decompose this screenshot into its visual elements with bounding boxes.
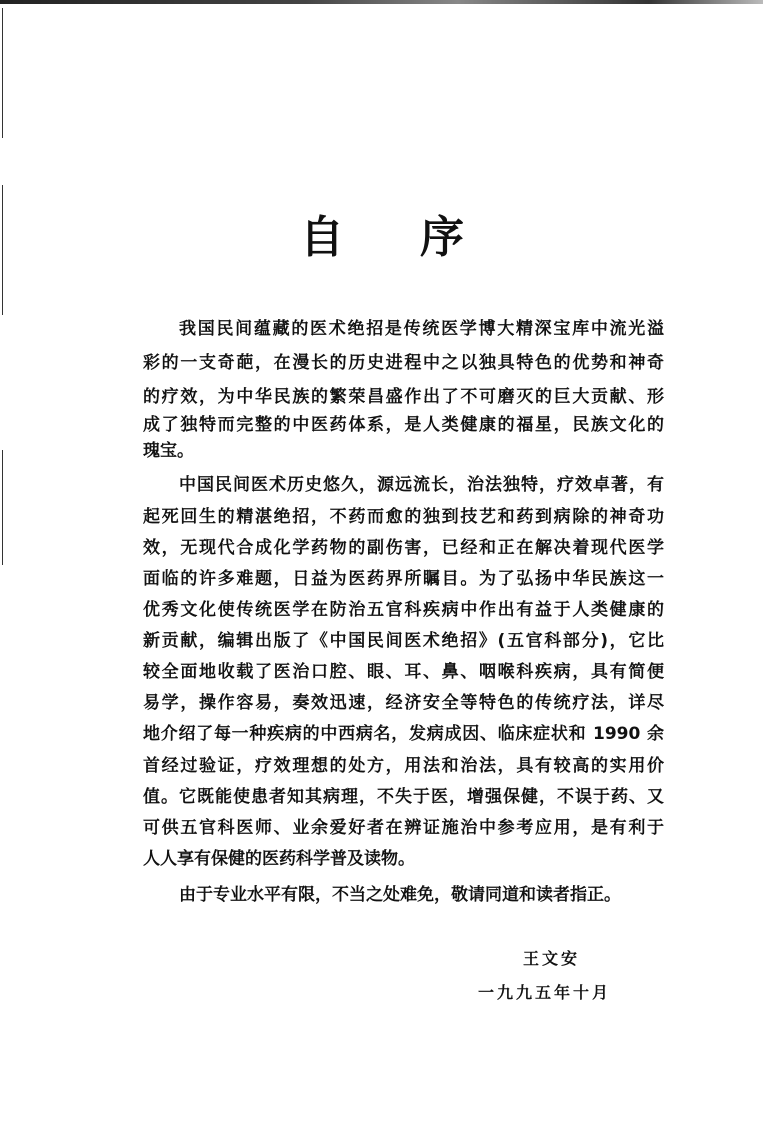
- text-line: 效，无现代合成化学药物的副伤害，已经和正在解决着现代医学: [143, 538, 664, 558]
- page-title-char-2: 序: [420, 212, 464, 263]
- text-line: 易学，操作容易，奏效迅速，经济安全等特色的传统疗法，详尽: [143, 693, 664, 713]
- text-line: 面临的许多难题，日益为医药界所瞩目。为了弘扬中华民族这一: [143, 569, 664, 589]
- text-line: 人人享有保健的医药科学普及读物。: [143, 849, 415, 869]
- text-line: 我国民间蕴藏的医术绝招是传统医学博大精深宝库中流光溢: [179, 319, 664, 339]
- text-line: 较全面地收载了医治口腔、眼、耳、鼻、咽喉科疾病，具有简便: [143, 662, 664, 682]
- text-line: 由于专业水平有限，不当之处难免，敬请同道和读者指正。: [179, 885, 621, 905]
- text-line: 起死回生的精湛绝招，不药而愈的独到技艺和药到病除的神奇功: [143, 507, 664, 527]
- text-line: 值。它既能使患者知其病理，不失于医，增强保健，不误于药、又: [143, 787, 664, 807]
- scan-edge-left: [2, 8, 3, 138]
- date-signature: 一九九五年十月: [478, 983, 612, 1002]
- text-line: 彩的一支奇葩，在漫长的历史进程中之以独具特色的优势和神奇: [143, 353, 664, 373]
- scan-edge-top: [0, 0, 763, 4]
- text-line: 首经过验证，疗效理想的处方，用法和治法，具有较高的实用价: [143, 756, 664, 776]
- text-line: 优秀文化使传统医学在防治五官科疾病中作出有益于人类健康的: [143, 600, 664, 620]
- text-line: 可供五官科医师、业余爱好者在辨证施治中参考应用，是有利于: [143, 818, 664, 838]
- text-line: 成了独特而完整的中医药体系，是人类健康的福星，民族文化的: [143, 415, 664, 435]
- text-line: 瑰宝。: [143, 441, 194, 461]
- page-title-char-1: 自: [300, 212, 344, 263]
- scan-edge-left: [2, 185, 3, 315]
- scan-edge-left: [2, 450, 3, 565]
- text-line: 的疗效，为中华民族的繁荣昌盛作出了不可磨灭的巨大贡献、形: [143, 387, 664, 407]
- author-signature: 王文安: [523, 949, 581, 968]
- text-line: 新贡献，编辑出版了《中国民间医术绝招》(五官科部分)，它比: [143, 631, 664, 651]
- text-line: 中国民间医术历史悠久，源远流长，治法独特，疗效卓著，有: [179, 475, 664, 495]
- text-line: 地介绍了每一种疾病的中西病名，发病成因、临床症状和 1990 余: [143, 724, 664, 744]
